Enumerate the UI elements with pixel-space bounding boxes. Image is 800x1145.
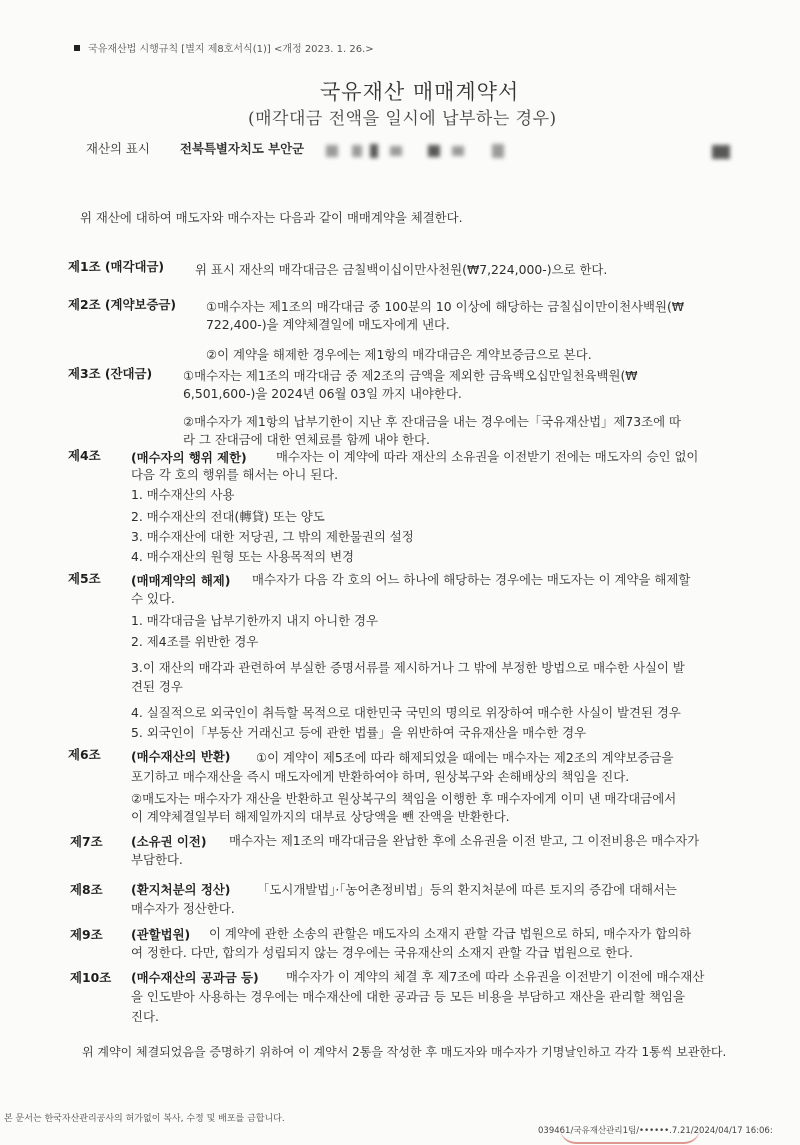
- article-5-line: 매수자가 다음 각 호의 어느 하나에 해당하는 경우에는 매도자는 이 계약을 해제할: [252, 572, 691, 587]
- article-2-heading: 제2조 (계약보증금): [68, 297, 177, 312]
- article-6-line: 이 계약체결일부터 해제일까지의 대부료 상당액을 뺀 잔액을 반환한다.: [131, 809, 510, 824]
- form-reference: 국유재산법 시행규칙 [별지 제8호서식(1)] <개정 2023. 1. 26.>: [74, 40, 374, 55]
- article-2-line: 722,400-)을 계약체결일에 매도자에게 낸다.: [206, 317, 450, 332]
- article-5-line: 수 있다.: [131, 591, 175, 606]
- article-10-title: (매수재산의 공과금 등): [131, 970, 259, 985]
- article-4-line: 다음 각 호의 행위를 해서는 아니 된다.: [131, 467, 339, 482]
- article-9-heading: 제9조: [70, 927, 103, 942]
- article-9-line: 여 정한다. 다만, 합의가 성립되지 않는 경우에는 국유재산의 소재지 관할 각급 법원으로 한다.: [131, 945, 633, 960]
- document-subtitle: (매각대금 전액을 일시에 납부하는 경우): [248, 109, 557, 129]
- article-8-title: (환지처분의 정산): [131, 882, 231, 897]
- article-2-line: ②이 계약을 해제한 경우에는 제1항의 매각대금은 계약보증금으로 본다.: [206, 347, 592, 362]
- article-7-line: 부담한다.: [131, 852, 183, 867]
- article-2-line: ①매수자는 제1조의 매각대금 중 100분의 10 이상에 해당하는 금칠십이만이천사백원(₩: [206, 299, 685, 314]
- article-7-title: (소유권 이전): [131, 834, 207, 849]
- article-5-title: (매매계약의 해제): [131, 573, 231, 588]
- article-5-item: 1. 매각대금을 납부기한까지 내지 아니한 경우: [131, 613, 378, 628]
- footer-notice: 본 문서는 한국자산관리공사의 허가없이 복사, 수정 및 배포를 금합니다.: [4, 1114, 285, 1124]
- article-4-item: 1. 매수재산의 사용: [131, 487, 235, 502]
- article-6-line: 포기하고 매수재산을 즉시 매도자에게 반환하여야 하며, 원상복구와 손해배상의 책임을 진다.: [131, 769, 630, 784]
- article-10-line: 을 인도받아 사용하는 경우에는 매수재산에 대한 공과금 등 모든 비용을 부담하고 재산을 관리할 책임을: [131, 989, 685, 1004]
- article-10-heading: 제10조: [70, 970, 112, 985]
- article-6-title: (매수재산의 반환): [131, 749, 231, 764]
- footer-stamp-text: 039461/국유재산관리1팀/••••••.7.21/2024/04/17 16:06:: [538, 1126, 773, 1136]
- article-3-line: ②매수자가 제1항의 납부기한이 지난 후 잔대금을 내는 경우에는「국유재산법」제73조에 따: [183, 414, 682, 429]
- article-4-line: 매수자는 이 계약에 따라 재산의 소유권을 이전받기 전에는 매도자의 승인 없이: [276, 449, 699, 464]
- property-label: 재산의 표시: [86, 141, 150, 156]
- article-3-heading: 제3조 (잔대금): [68, 366, 153, 381]
- article-5-item: 2. 제4조를 위반한 경우: [131, 634, 259, 649]
- article-5-heading: 제5조: [68, 571, 101, 586]
- article-6-line: ①이 계약이 제5조에 따라 해제되었을 때에는 매수자는 제2조의 계약보증금을: [256, 750, 674, 765]
- article-5-item: 5. 외국인이「부동산 거래신고 등에 관한 법률」을 위반하여 국유재산을 매수한 경우: [131, 725, 587, 740]
- article-10-line: 진다.: [131, 1009, 159, 1024]
- document-title: 국유재산 매매계약서: [320, 80, 520, 104]
- article-9-title: (관할법원): [131, 927, 191, 942]
- article-3-line: 라 그 잔대금에 대한 연체료를 함께 내야 한다.: [183, 432, 430, 447]
- article-3-line: ①매수자는 제1조의 매각대금 중 제2조의 금액을 제외한 금육백오십만일천육백원(₩: [183, 368, 638, 383]
- closing-text: 위 계약이 체결되었음을 증명하기 위하여 이 계약서 2통을 작성한 후 매도자와 매수자가 기명날인하고 각각 1통씩 보관한다.: [82, 1045, 727, 1059]
- article-4-heading: 제4조: [68, 448, 101, 463]
- article-1-line: 위 표시 재산의 매각대금은 금칠백이십이만사천원(₩7,224,000-)으로 한다.: [195, 262, 608, 277]
- article-6-line: ②매도자는 매수자가 재산을 반환하고 원상복구의 책임을 이행한 후 매수자에게 이미 낸 매각대금에서: [131, 791, 677, 806]
- article-4-item: 4. 매수재산의 원형 또는 사용목적의 변경: [131, 549, 355, 564]
- article-6-heading: 제6조: [68, 747, 101, 762]
- article-5-item: 4. 실질적으로 외국인이 취득할 목적으로 대한민국 국민의 명의로 위장하여 매수한 사실이 발견된 경우: [131, 705, 681, 720]
- article-4-title: (매수자의 행위 제한): [131, 450, 247, 465]
- intro-text: 위 재산에 대하여 매도자와 매수자는 다음과 같이 매매계약을 체결한다.: [80, 210, 463, 225]
- seal-stamp-mark: [560, 1128, 700, 1144]
- article-8-line: 매수자가 정산한다.: [131, 901, 235, 916]
- article-7-line: 매수자는 제1조의 매각대금을 완납한 후에 소유권을 이전 받고, 그 이전비용은 매수자가: [229, 833, 700, 848]
- bullet-square-icon: [74, 45, 80, 51]
- article-3-line: 6,501,600-)을 2024년 06월 03일 까지 내야한다.: [183, 386, 462, 401]
- article-9-line: 이 계약에 관한 소송의 관할은 매도자의 소재지 관할 각급 법원으로 하되, 매수자가 합의하: [209, 926, 692, 941]
- article-4-item: 2. 매수재산의 전대(轉貸) 또는 양도: [131, 509, 325, 524]
- article-10-line: 매수자가 이 계약의 체결 후 제7조에 따라 소유권을 이전받기 이전에 매수재산: [286, 969, 705, 984]
- article-5-item: 견된 경우: [131, 679, 183, 694]
- article-8-heading: 제8조: [70, 882, 103, 897]
- article-5-item: 3.이 재산의 매각과 관련하여 부실한 증명서류를 제시하거나 그 밖에 부정한 방법으로 매수한 사실이 발: [131, 660, 685, 675]
- article-4-item: 3. 매수재산에 대한 저당권, 그 밖의 제한물권의 설정: [131, 529, 414, 544]
- article-1-heading: 제1조 (매각대금): [68, 259, 165, 274]
- property-location: 전북특별자치도 부안군: [180, 141, 305, 156]
- article-7-heading: 제7조: [70, 834, 103, 849]
- article-8-line: 「도시개발법」·「농어촌정비법」등의 환지처분에 따른 토지의 증감에 대해서는: [257, 882, 677, 897]
